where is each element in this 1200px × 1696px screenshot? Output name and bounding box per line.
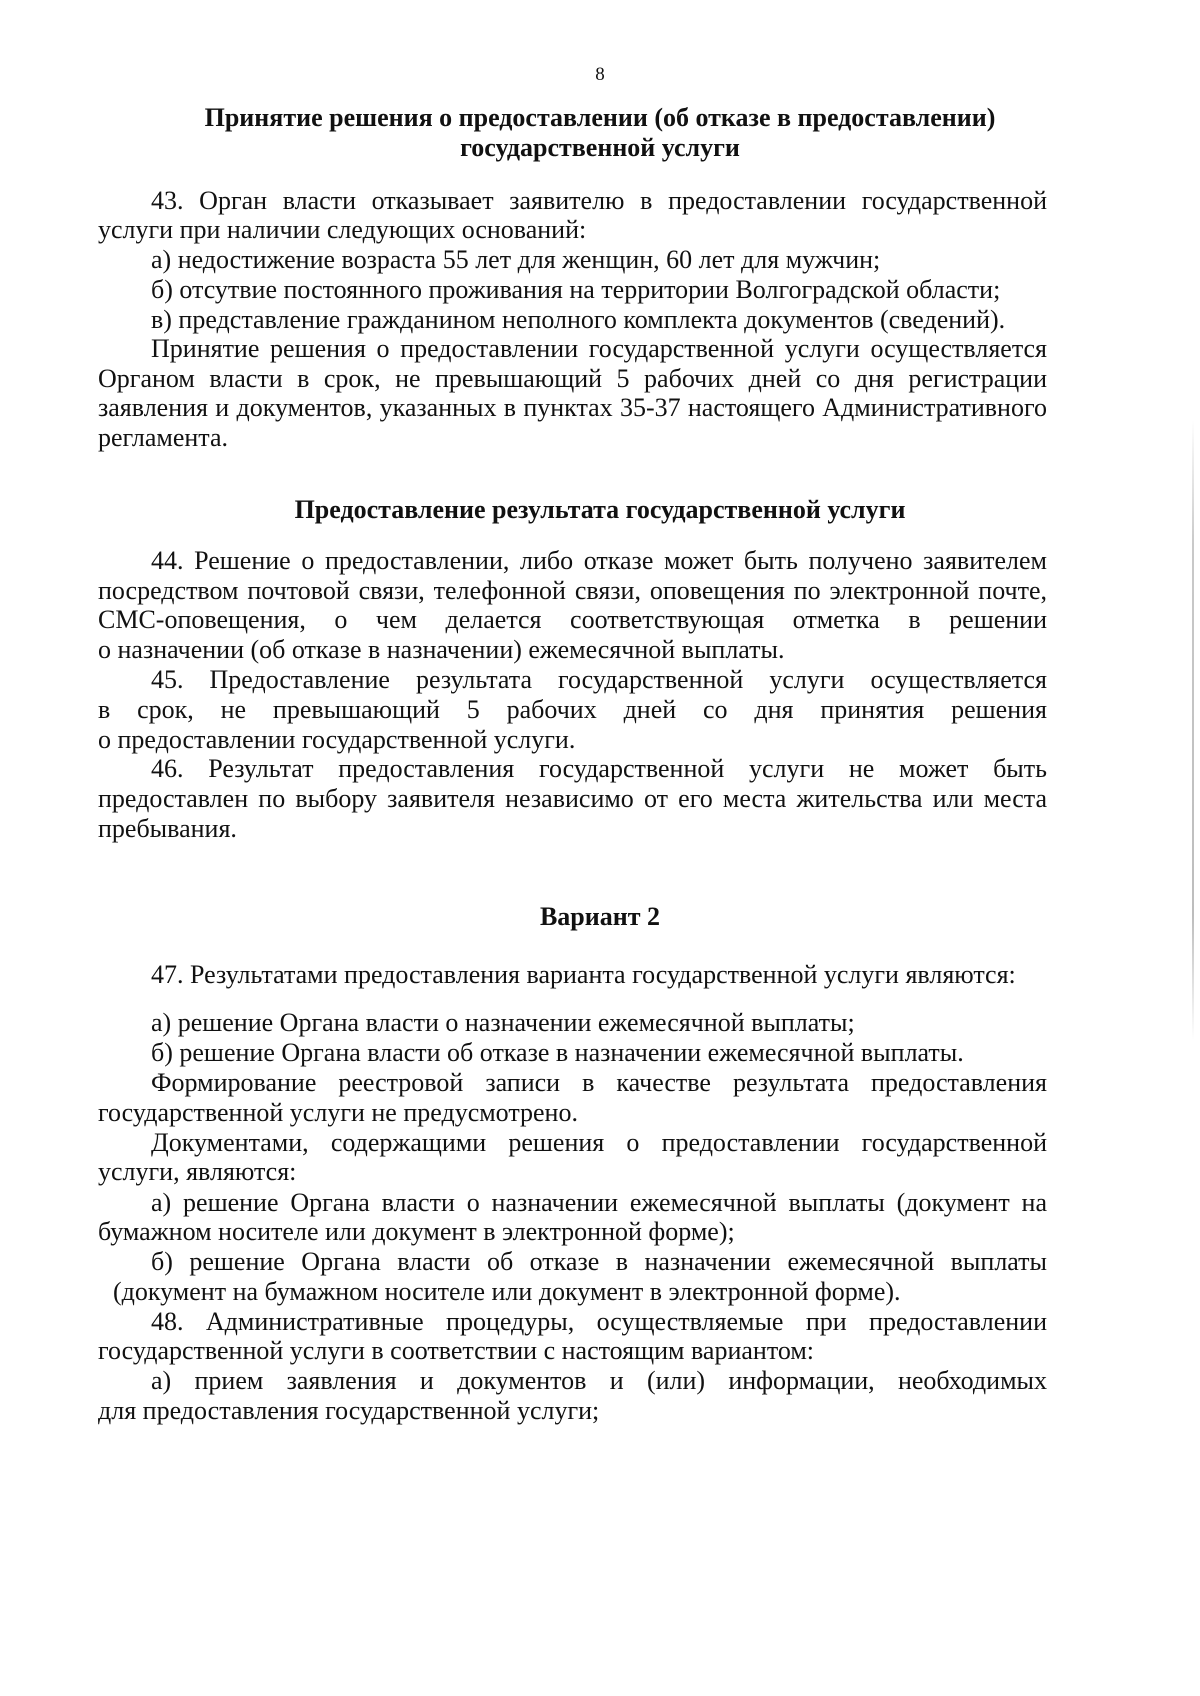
- paragraph-line: 45. Предоставление результата государственной услуги осуществляется: [151, 665, 1047, 694]
- paragraph-line: о назначении (об отказе в назначении) ежемесячной выплаты.: [98, 635, 785, 664]
- paragraph-line: 46. Результат предоставления государственной услуги не может быть: [151, 754, 1047, 783]
- list-item: а) решение Органа власти о назначении ежемесячной выплаты;: [151, 1008, 855, 1037]
- paragraph-line: Органом власти в срок, не превышающий 5 рабочих дней со дня регистрации: [98, 364, 1047, 393]
- page-number: 8: [595, 64, 605, 85]
- list-item: б) решение Органа власти об отказе в назначении ежемесячной выплаты.: [151, 1038, 964, 1067]
- paragraph-line: для предоставления государственной услуги;: [98, 1396, 600, 1425]
- list-item: а) недостижение возраста 55 лет для женщин, 60 лет для мужчин;: [151, 245, 881, 274]
- paragraph-line: услуги, являются:: [98, 1157, 297, 1186]
- section-heading-result: Предоставление результата государственной услуги: [294, 495, 906, 524]
- scan-edge-shadow: [1192, 420, 1194, 1040]
- paragraph-line: заявления и документов, указанных в пунктах 35-37 настоящего Административного: [98, 393, 1047, 422]
- paragraph-line: 44. Решение о предоставлении, либо отказе может быть получено заявителем: [151, 546, 1047, 575]
- list-item: б) решение Органа власти об отказе в назначении ежемесячной выплаты: [151, 1247, 1047, 1276]
- section-heading-variant-2: Вариант 2: [539, 902, 661, 931]
- paragraph-line: Документами, содержащими решения о предоставлении государственной: [151, 1128, 1047, 1157]
- paragraph-line: 48. Административные процедуры, осуществляемые при предоставлении: [151, 1307, 1047, 1336]
- paragraph-line: 43. Орган власти отказывает заявителю в предоставлении государственной: [151, 186, 1047, 215]
- list-item: а) решение Органа власти о назначении ежемесячной выплаты (документ на: [151, 1188, 1047, 1217]
- list-item: б) отсутвие постоянного проживания на территории Волгоградской области;: [151, 275, 1001, 304]
- paragraph-line: государственной услуги не предусмотрено.: [98, 1098, 578, 1127]
- section-heading-decision-line-2: государственной услуги: [460, 133, 740, 162]
- paragraph-line: Формирование реестровой записи в качестве результата предоставления: [151, 1068, 1047, 1097]
- paragraph-line: СМС-оповещения, о чем делается соответствующая отметка в решении: [98, 605, 1047, 634]
- paragraph-line: пребывания.: [98, 814, 237, 843]
- paragraph-line: регламента.: [98, 423, 229, 452]
- section-heading-decision-line-1: Принятие решения о предоставлении (об отказе в предоставлении): [204, 103, 996, 132]
- paragraph-line: о предоставлении государственной услуги.: [98, 725, 576, 754]
- paragraph-line: (документ на бумажном носителе или документ в электронной форме).: [113, 1277, 901, 1306]
- paragraph-line: Принятие решения о предоставлении государственной услуги осуществляется: [151, 334, 1047, 363]
- paragraph-line: посредством почтовой связи, телефонной связи, оповещения по электронной почте,: [98, 576, 1047, 605]
- paragraph-line: бумажном носителе или документ в электронной форме);: [98, 1217, 735, 1246]
- paragraph-line: 47. Результатами предоставления варианта государственной услуги являются:: [151, 960, 1016, 989]
- paragraph-line: государственной услуги в соответствии с настоящим вариантом:: [98, 1336, 815, 1365]
- paragraph-line: предоставлен по выбору заявителя независимо от его места жительства или места: [98, 784, 1047, 813]
- paragraph-line: услуги при наличии следующих оснований:: [98, 215, 587, 244]
- list-item: в) представление гражданином неполного комплекта документов (сведений).: [151, 305, 1006, 334]
- paragraph-line: в срок, не превышающий 5 рабочих дней со дня принятия решения: [98, 695, 1047, 724]
- list-item: а) прием заявления и документов и (или) информации, необходимых: [151, 1366, 1047, 1395]
